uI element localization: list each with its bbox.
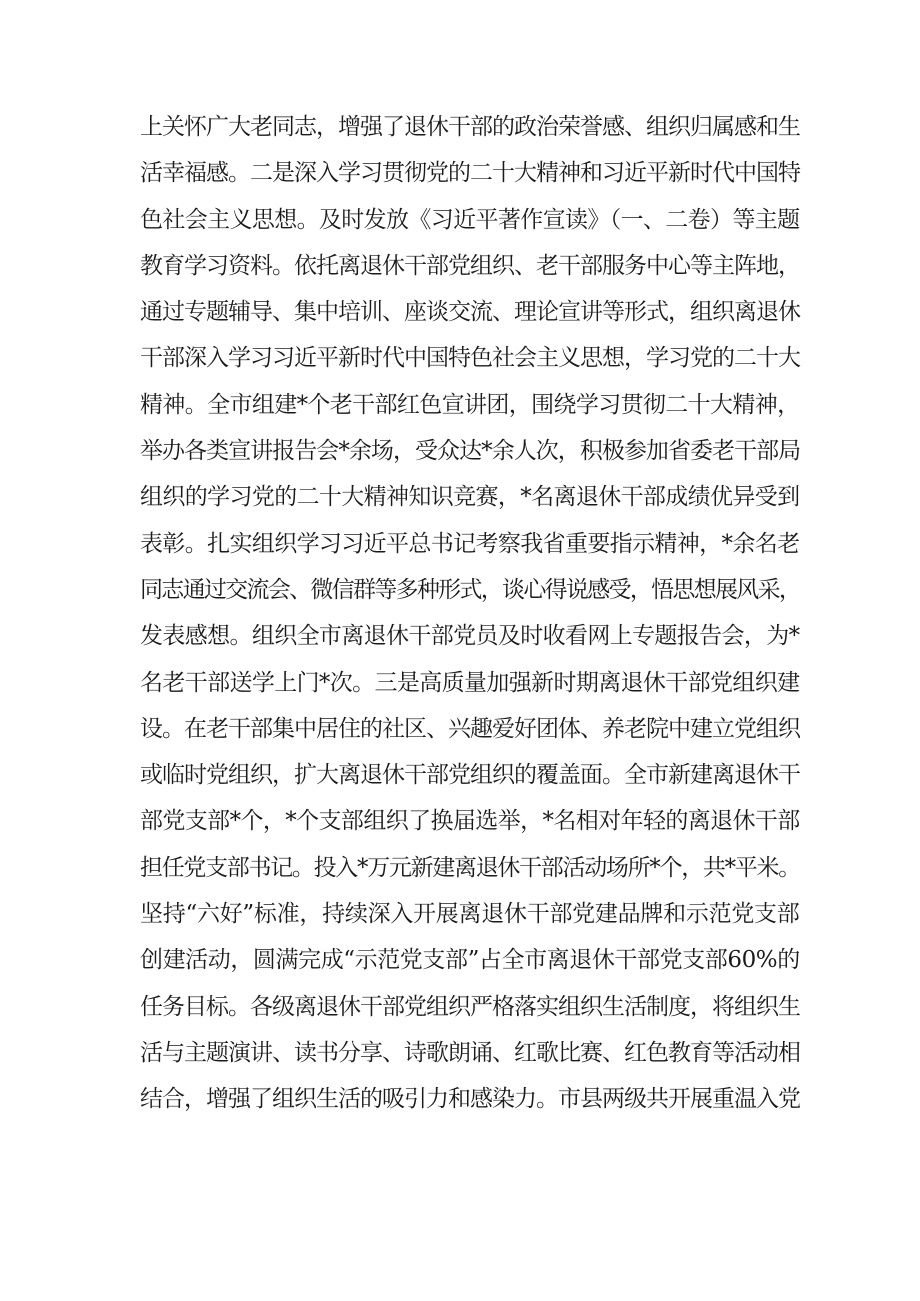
text-line: 或临时党组织，扩大离退休干部党组织的覆盖面。全市新建离退休干 xyxy=(140,762,800,789)
text-line: 上关怀广大老同志，增强了退休干部的政治荣誉感、组织归属感和生 xyxy=(140,114,800,140)
text-line: 组织的学习党的二十大精神知识竞赛，*名离退休干部成绩优异受到 xyxy=(140,484,800,511)
text-line: 名老干部送学上门*次。三是高质量加强新时期离退休干部党组织建 xyxy=(140,669,800,696)
text-line: 举办各类宣讲报告会*余场，受众达*余人次，积极参加省委老干部局 xyxy=(140,438,801,465)
text-line: 同志通过交流会、微信群等多种形式，谈心得说感受，悟思想展风采， xyxy=(140,576,801,603)
text-line: 任务目标。各级离退休干部党组织严格落实组织生活制度，将组织生 xyxy=(140,993,800,1020)
text-line: 表彰。扎实组织学习习近平总书记考察我省重要指示精神，*余名老 xyxy=(140,530,800,557)
text-line: 部党支部*个，*个支部组织了换届选举，*名相对年轻的离退休干部 xyxy=(140,808,800,835)
text-line: 结合，增强了组织生活的吸引力和感染力。市县两级共开展重温入党 xyxy=(140,1086,800,1113)
text-line: 担任党支部书记。投入*万元新建离退休干部活动场所*个，共*平米。 xyxy=(140,854,800,881)
text-line: 活与主题演讲、读书分享、诗歌朗诵、红歌比赛、红色教育等活动相 xyxy=(140,1039,800,1066)
text-line: 干部深入学习习近平新时代中国特色社会主义思想，学习党的二十大 xyxy=(140,345,800,372)
text-line: 坚持“六好”标准，持续深入开展离退休干部党建品牌和示范党支部 xyxy=(140,901,800,928)
text-line: 设。在老干部集中居住的社区、兴趣爱好团体、养老院中建立党组织 xyxy=(140,715,800,742)
text-line: 通过专题辅导、集中培训、座谈交流、理论宣讲等形式，组织离退休 xyxy=(140,299,800,326)
body-text xyxy=(140,104,800,1123)
text-line: 活幸福感。二是深入学习贯彻党的二十大精神和习近平新时代中国特 xyxy=(140,160,800,187)
text-line: 色社会主义思想。及时发放《习近平著作宣读》（一、二卷）等主题 xyxy=(140,206,800,233)
text-line: 精神。全市组建*个老干部红色宣讲团，围绕学习贯彻二十大精神， xyxy=(140,391,800,418)
text-line: 创建活动，圆满完成“示范党支部”占全市离退休干部党支部60%的 xyxy=(140,947,800,974)
text-line: 教育学习资料。依托离退休干部党组织、老干部服务中心等主阵地， xyxy=(140,252,800,279)
text-line: 发表感想。组织全市离退休干部党员及时收看网上专题报告会，为* xyxy=(140,623,800,650)
